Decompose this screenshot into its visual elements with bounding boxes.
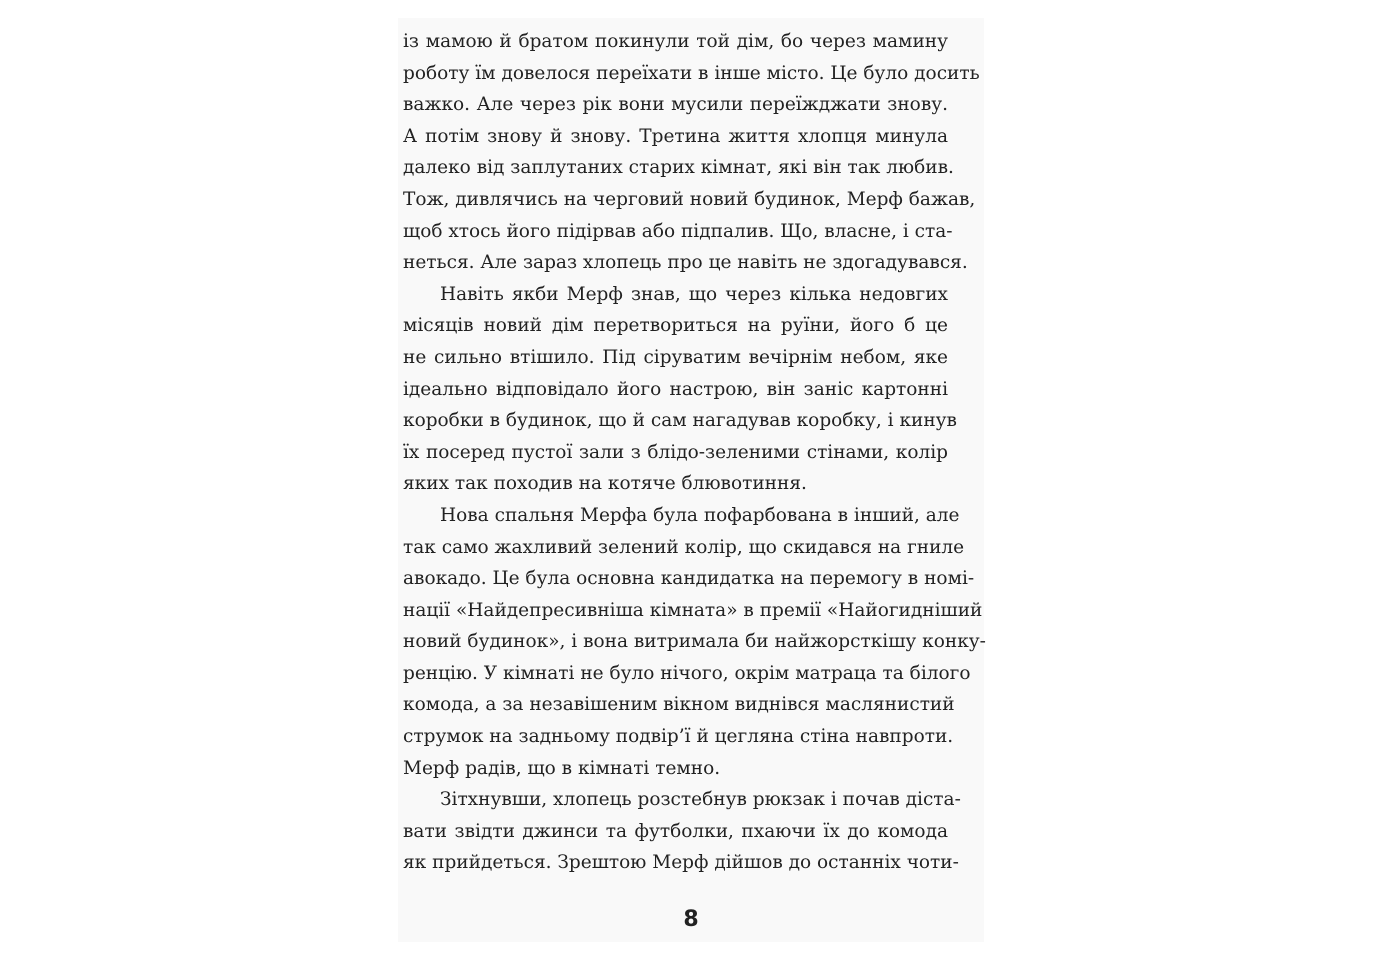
paragraph xyxy=(403,26,980,279)
paragraph xyxy=(403,500,986,784)
text-line: із мамою й братом покинули той дім, бо через мамину xyxy=(403,31,948,52)
text-line: авокадо. Це була основна кандидатка на перемогу в номі- xyxy=(403,568,975,590)
text-line: А потім знову й знову. Третина життя хлопця минула xyxy=(403,125,948,147)
text-line: Навіть якби Мерф знав, що через кілька недовгих xyxy=(440,283,948,305)
text-line: як прийдеться. Зрештою Мерф дійшов до останніх чоти- xyxy=(403,852,959,874)
text-line: місяців новий дім перетвориться на руїни, його б це xyxy=(403,315,948,337)
text-line: не сильно втішило. Під сіруватим вечірнім небом, яке xyxy=(403,346,948,368)
text-line: коробки в будинок, що й сам нагадував коробку, і кинув xyxy=(403,410,957,432)
text-line: вати звідти джинси та футболки, пхаючи їх до комода xyxy=(403,820,948,842)
text-line: далеко від заплутаних старих кімнат, які він так любив. xyxy=(403,157,954,179)
text-line: Нова спальня Мерфа була пофарбована в інший, але xyxy=(440,504,960,526)
text-line: нації «Найдепресивніша кімната» в премії «Найогидніший xyxy=(403,599,983,621)
text-line: неться. Але зараз хлопець про це навіть не здогадувався. xyxy=(403,252,968,274)
page-number: 8 xyxy=(683,907,699,932)
text-line: новий будинок», і вона витримала би найжорсткішу конку- xyxy=(403,631,986,653)
text-line: щоб хтось його підірвав або підпалив. Що, власне, і ста- xyxy=(403,220,953,242)
paragraph xyxy=(403,784,961,879)
book-page xyxy=(398,18,984,942)
paragraph xyxy=(403,279,957,500)
text-line: яких так походив на котяче блювотиння. xyxy=(403,473,807,495)
text-line: Зітхнувши, хлопець розстебнув рюкзак і почав діста- xyxy=(440,789,961,811)
text-line: комода, а за незавішеним вікном виднівся маслянистий xyxy=(403,694,955,716)
body-text xyxy=(403,26,986,879)
text-line: ренцію. У кімнаті не було нічого, окрім матраца та білого xyxy=(403,662,971,684)
text-line: їх посеред пустої зали з блідо-зеленими стінами, колір xyxy=(403,441,948,463)
text-line: струмок на задньому подвір’ї й цегляна стіна навпроти. xyxy=(403,726,954,748)
text-line: так само жахливий зелений колір, що скидався на гниле xyxy=(403,536,965,558)
text-line: Тож, дивлячись на черговий новий будинок, Мерф бажав, xyxy=(403,188,976,210)
text-line: важко. Але через рік вони мусили переїжджати знову. xyxy=(403,94,948,116)
text-line: ідеально відповідало його настрою, він заніс картонні xyxy=(403,378,948,400)
text-line: роботу їм довелося переїхати в інше місто. Це було досить xyxy=(403,62,980,84)
text-line: Мерф радів, що в кімнаті темно. xyxy=(403,757,721,779)
